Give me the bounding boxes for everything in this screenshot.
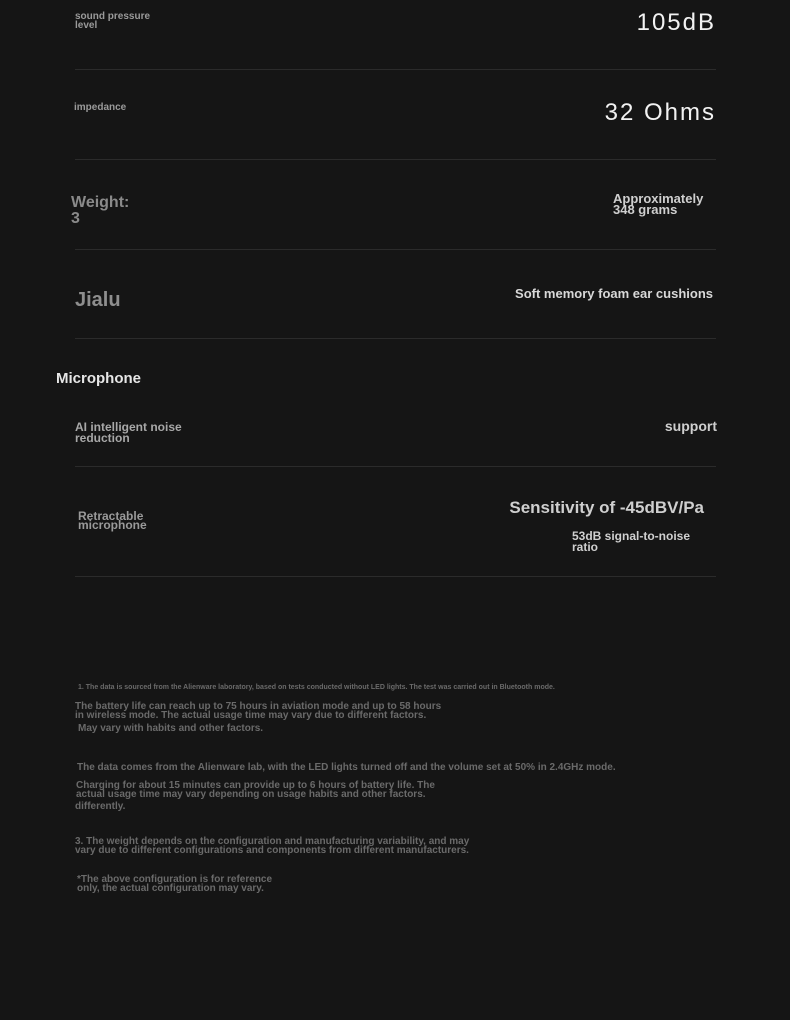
section-heading-microphone: Microphone bbox=[56, 370, 141, 387]
divider bbox=[75, 576, 716, 577]
footnote: 1. The data is sourced from the Alienware laboratory, based on tests conducted without LED lights. The test was carried out in Bluetooth mode. bbox=[78, 684, 555, 691]
divider bbox=[75, 338, 716, 339]
spec-label-ear-cushions: Jialu bbox=[75, 289, 121, 311]
mic-label-retractable: Retractable microphone bbox=[78, 509, 147, 532]
footnote: *The above configuration is for reference only, the actual configuration may vary. bbox=[77, 874, 273, 894]
divider bbox=[75, 159, 716, 160]
mic-value-snr: 53dB signal-to-noise ratio bbox=[572, 529, 691, 554]
footnote: The battery life can reach up to 75 hours in aviation mode and up to 58 hours in wireless mode. The actual usage time may vary due to different factors. bbox=[75, 701, 442, 721]
spec-label-sound-pressure: sound pressure level bbox=[75, 11, 151, 31]
footnote: Charging for about 15 minutes can provide up to 6 hours of battery life. The actual usage time may vary depending on usage habits and other factors. bbox=[76, 780, 435, 800]
spec-label-impedance: impedance bbox=[74, 102, 127, 113]
mic-value-sensitivity: Sensitivity of -45dBV/Pa bbox=[509, 498, 704, 517]
mic-value-noise-reduction: support bbox=[664, 418, 717, 434]
spec-label-weight: Weight: 3 bbox=[71, 194, 130, 227]
footnote: differently. bbox=[75, 801, 126, 812]
divider bbox=[75, 249, 716, 250]
spec-value-sound-pressure: 105dB bbox=[636, 9, 716, 36]
footnote: The data comes from the Alienware lab, with the LED lights turned off and the volume set at 50% in 2.4GHz mode. bbox=[77, 762, 616, 773]
mic-label-noise-reduction: AI intelligent noise reduction bbox=[75, 420, 182, 445]
spec-value-impedance: 32 Ohms bbox=[604, 99, 716, 126]
divider bbox=[75, 69, 716, 70]
spec-value-weight: Approximately 348 grams bbox=[613, 191, 704, 217]
footnote: May vary with habits and other factors. bbox=[78, 723, 264, 734]
footnote: 3. The weight depends on the configuration and manufacturing variability, and may vary due to different configurations and components from different manufacturers. bbox=[75, 836, 470, 856]
divider bbox=[75, 466, 716, 467]
spec-value-ear-cushions: Soft memory foam ear cushions bbox=[515, 286, 713, 301]
